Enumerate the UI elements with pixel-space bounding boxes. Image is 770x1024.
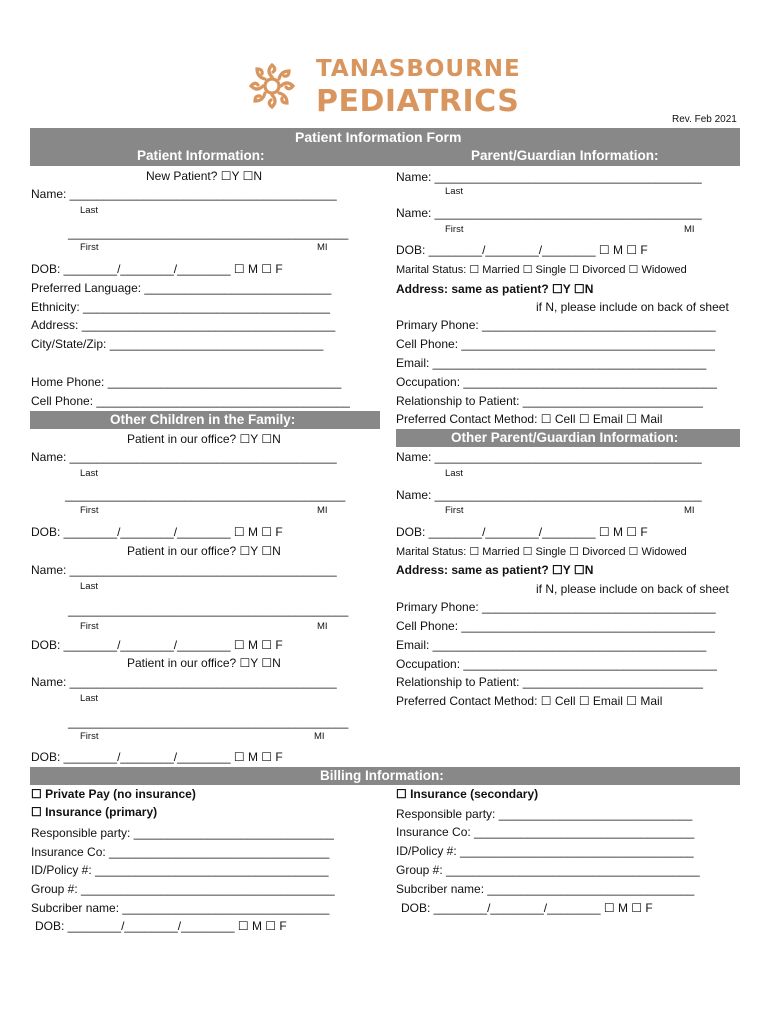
guardian-relationship-field[interactable]: Relationship to Patient: ___________________________ — [396, 394, 703, 408]
other-guardian-dob-field[interactable]: DOB: ________/________/________ ☐ M ☐ F — [396, 525, 648, 539]
last-label: Last — [445, 186, 463, 197]
ethnicity-field[interactable]: Ethnicity: _____________________________________ — [31, 300, 330, 314]
other-guardian-email-field[interactable]: Email: _________________________________________ — [396, 638, 707, 652]
other-guardian-bar — [396, 429, 740, 447]
first-label: First — [80, 242, 99, 253]
responsible-party-secondary-field[interactable]: Responsible party: _____________________________ — [396, 807, 693, 821]
form-title: Patient Information Form — [295, 129, 462, 145]
first-label: First — [445, 505, 464, 516]
other-children-heading: Other Children in the Family: — [110, 412, 296, 427]
billing-heading: Billing Information: — [320, 768, 444, 783]
revision-date: Rev. Feb 2021 — [672, 114, 737, 125]
guardian-first-name-field[interactable]: Name: ________________________________________ — [396, 206, 702, 220]
city-state-zip-field[interactable]: City/State/Zip: ________________________________ — [31, 337, 324, 351]
last-label: Last — [80, 581, 98, 592]
other-guardian-occupation-field[interactable]: Occupation: ______________________________________ — [396, 657, 717, 671]
mi-label: MI — [684, 505, 695, 516]
other-guardian-heading: Other Parent/Guardian Information: — [451, 430, 679, 445]
subscriber-name-secondary-field[interactable]: Subcriber name: _______________________________ — [396, 882, 695, 896]
other-guardian-contact-method[interactable]: Preferred Contact Method: ☐ Cell ☐ Email ☐ Mail — [396, 694, 663, 708]
policy-id-secondary-field[interactable]: ID/Policy #: ___________________________________ — [396, 844, 694, 858]
other-guardian-cell-phone-field[interactable]: Cell Phone: ______________________________________ — [396, 619, 715, 633]
guardian-marital-status[interactable]: Marital Status: ☐ Married ☐ Single ☐ Divorced ☐ Widowed — [396, 264, 687, 276]
insurance-co-field[interactable]: Insurance Co: _________________________________ — [31, 845, 330, 859]
child3-in-office[interactable]: Patient in our office? ☐Y ☐N — [127, 656, 281, 670]
other-guardian-last-name-field[interactable]: Name: ________________________________________ — [396, 450, 702, 464]
last-label: Last — [80, 693, 98, 704]
subscriber-dob-field[interactable]: DOB: ________/________/________ ☐ M ☐ F — [35, 919, 287, 933]
last-label: Last — [80, 468, 98, 479]
mi-label: MI — [314, 731, 325, 742]
guardian-dob-field[interactable]: DOB: ________/________/________ ☐ M ☐ F — [396, 243, 648, 257]
guardian-info-heading: Parent/Guardian Information: — [471, 148, 659, 163]
mi-label: MI — [317, 621, 328, 632]
private-pay-checkbox[interactable]: ☐ Private Pay (no insurance) — [31, 787, 196, 801]
logo-line2: PEDIATRICS — [316, 84, 520, 119]
insurance-primary-checkbox[interactable]: ☐ Insurance (primary) — [31, 805, 158, 819]
guardian-primary-phone-field[interactable]: Primary Phone: ___________________________________ — [396, 318, 716, 332]
patient-cell-phone-field[interactable]: Cell Phone: ______________________________________ — [31, 394, 350, 408]
patient-dob-field[interactable]: DOB: ________/________/________ ☐ M ☐ F — [31, 262, 283, 276]
policy-id-field[interactable]: ID/Policy #: ___________________________________ — [31, 863, 329, 877]
patient-info-heading: Patient Information: — [137, 148, 265, 163]
first-label: First — [80, 731, 99, 742]
other-guardian-include-note: if N, please include on back of sheet — [536, 582, 729, 596]
guardian-same-address[interactable]: Address: same as patient? ☐Y ☐N — [396, 282, 594, 296]
group-number-secondary-field[interactable]: Group #: ______________________________________ — [396, 863, 700, 877]
child1-in-office[interactable]: Patient in our office? ☐Y ☐N — [127, 432, 281, 446]
child1-first-name-field[interactable]: __________________________________________ — [65, 488, 346, 502]
mi-label: MI — [317, 505, 328, 516]
mi-label: MI — [317, 242, 328, 253]
other-guardian-first-name-field[interactable]: Name: ________________________________________ — [396, 488, 702, 502]
first-label: First — [445, 224, 464, 235]
guardian-last-name-field[interactable]: Name: ________________________________________ — [396, 170, 702, 184]
form-title-bar — [30, 128, 740, 166]
guardian-include-note: if N, please include on back of sheet — [536, 300, 729, 314]
insurance-co-secondary-field[interactable]: Insurance Co: _________________________________ — [396, 825, 695, 839]
insurance-secondary-checkbox[interactable]: ☐ Insurance (secondary) — [396, 787, 539, 801]
guardian-cell-phone-field[interactable]: Cell Phone: ______________________________________ — [396, 337, 715, 351]
billing-bar — [30, 767, 740, 785]
preferred-language-field[interactable]: Preferred Language: ____________________________ — [31, 281, 332, 295]
new-patient-checkbox[interactable]: New Patient? ☐Y ☐N — [146, 169, 263, 183]
sun-logo-icon — [242, 56, 302, 116]
other-guardian-primary-phone-field[interactable]: Primary Phone: ___________________________________ — [396, 600, 716, 614]
child1-last-name-field[interactable]: Name: ________________________________________ — [31, 450, 337, 464]
patient-first-name-field[interactable]: __________________________________________ — [68, 226, 349, 240]
child2-last-name-field[interactable]: Name: ________________________________________ — [31, 563, 337, 577]
other-guardian-same-address[interactable]: Address: same as patient? ☐Y ☐N — [396, 563, 594, 577]
other-guardian-relationship-field[interactable]: Relationship to Patient: ___________________________ — [396, 675, 703, 689]
child3-first-name-field[interactable]: __________________________________________ — [68, 715, 349, 729]
child2-in-office[interactable]: Patient in our office? ☐Y ☐N — [127, 544, 281, 558]
group-number-field[interactable]: Group #: ______________________________________ — [31, 882, 335, 896]
other-guardian-marital-status[interactable]: Marital Status: ☐ Married ☐ Single ☐ Divorced ☐ Widowed — [396, 546, 687, 558]
first-label: First — [80, 505, 99, 516]
child2-first-name-field[interactable]: __________________________________________ — [68, 603, 349, 617]
child3-last-name-field[interactable]: Name: ________________________________________ — [31, 675, 337, 689]
last-label: Last — [445, 468, 463, 479]
mi-label: MI — [684, 224, 695, 235]
subscriber-dob-secondary-field[interactable]: DOB: ________/________/________ ☐ M ☐ F — [401, 901, 653, 915]
child2-dob-field[interactable]: DOB: ________/________/________ ☐ M ☐ F — [31, 638, 283, 652]
subscriber-name-field[interactable]: Subcriber name: _______________________________ — [31, 901, 330, 915]
address-field[interactable]: Address: ______________________________________ — [31, 318, 336, 332]
first-label: First — [80, 621, 99, 632]
responsible-party-field[interactable]: Responsible party: ______________________________ — [31, 826, 334, 840]
home-phone-field[interactable]: Home Phone: ___________________________________ — [31, 375, 342, 389]
patient-last-name-field[interactable]: Name: ________________________________________ — [31, 187, 337, 201]
logo-line1: TANASBOURNE — [316, 56, 521, 82]
child1-dob-field[interactable]: DOB: ________/________/________ ☐ M ☐ F — [31, 525, 283, 539]
last-label: Last — [80, 205, 98, 216]
guardian-contact-method[interactable]: Preferred Contact Method: ☐ Cell ☐ Email ☐ Mail — [396, 412, 663, 426]
child3-dob-field[interactable]: DOB: ________/________/________ ☐ M ☐ F — [31, 750, 283, 764]
other-children-bar — [30, 411, 380, 429]
guardian-occupation-field[interactable]: Occupation: ______________________________________ — [396, 375, 717, 389]
guardian-email-field[interactable]: Email: _________________________________________ — [396, 356, 707, 370]
